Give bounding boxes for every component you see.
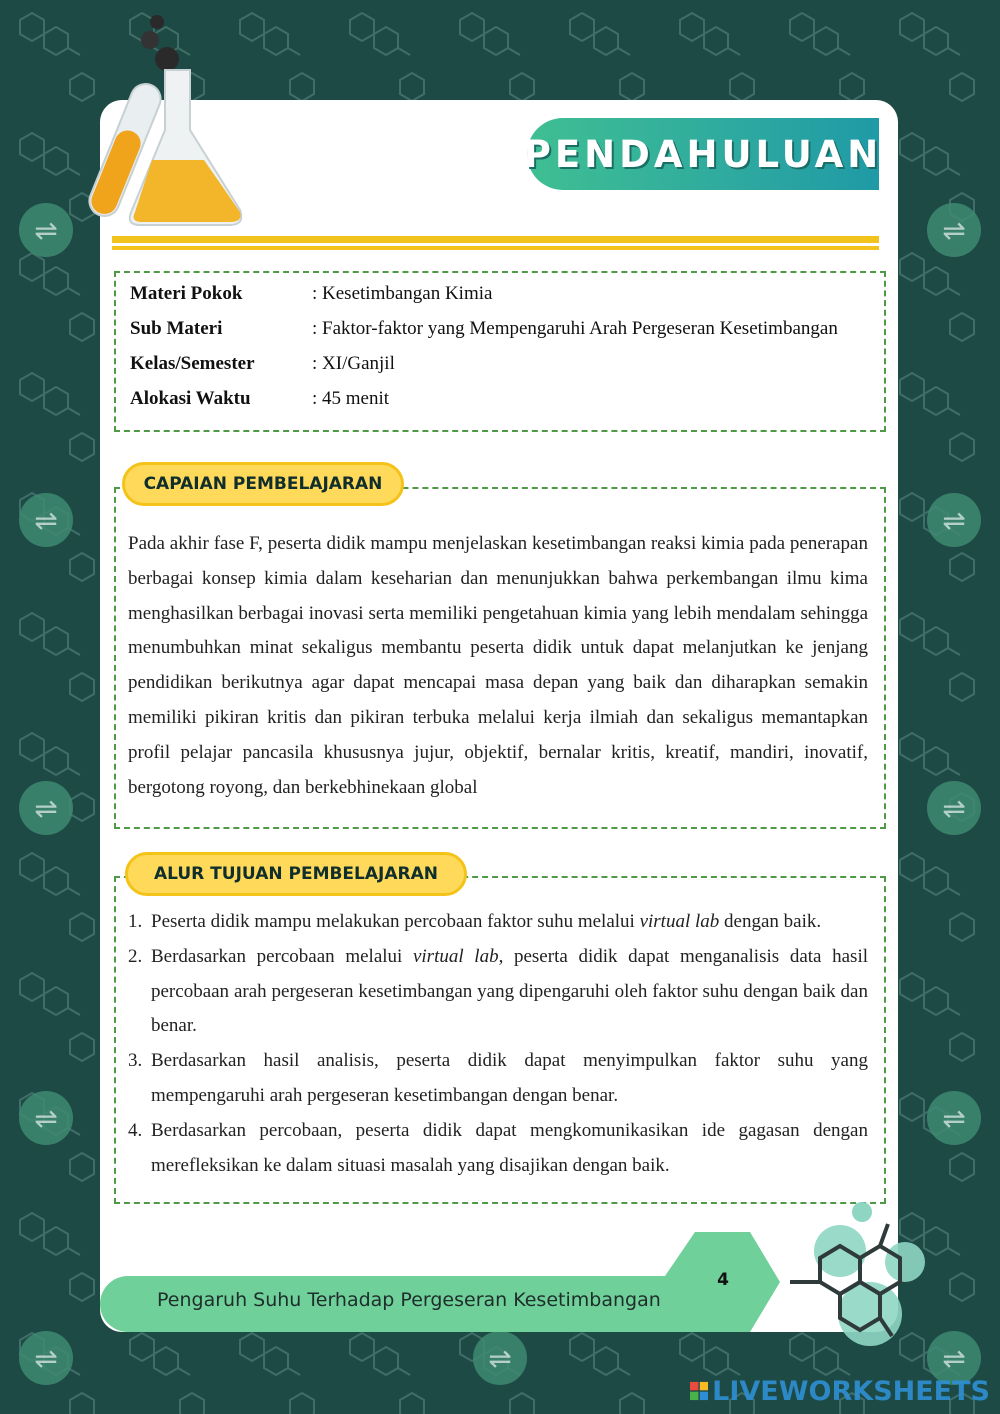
equilibrium-icon: ⇌ [927, 781, 981, 835]
item-emphasis: virtual lab [412, 945, 499, 967]
alur-heading-pill [125, 852, 467, 896]
info-value: : XI/Ganjil [312, 353, 395, 374]
liveworksheets-logo-icon [690, 1378, 708, 1404]
title-banner [523, 118, 883, 190]
info-label: Sub Materi [130, 318, 223, 339]
footer-title: Pengaruh Suhu Terhadap Pergeseran Kesetimbangan [157, 1289, 661, 1311]
item-text: dengan baik. [719, 911, 822, 932]
list-item [128, 1114, 868, 1184]
equilibrium-icon: ⇌ [19, 1091, 73, 1145]
page-title: PENDAHULUAN [523, 132, 883, 176]
item-text: Berdasarkan percobaan, peserta didik dapat mengkomunikasikan ide gagasan dengan merefleksikan ke dalam situasi masalah yang disajikan dengan baik. [151, 1119, 868, 1176]
equilibrium-icon: ⇌ [927, 203, 981, 257]
capaian-heading-pill [122, 462, 404, 506]
equilibrium-icon: ⇌ [19, 1331, 73, 1385]
equilibrium-icon: ⇌ [927, 1331, 981, 1385]
info-label: Alokasi Waktu [130, 388, 251, 409]
list-item [128, 905, 868, 940]
equilibrium-icon: ⇌ [927, 493, 981, 547]
divider [112, 246, 879, 250]
equilibrium-icon: ⇌ [927, 1091, 981, 1145]
liveworksheets-logo [690, 1374, 990, 1408]
alur-list [128, 905, 868, 1183]
page-number: 4 [717, 1270, 729, 1290]
watermark-text: LIVEWORKSHEETS [712, 1375, 990, 1407]
equilibrium-icon: ⇌ [19, 493, 73, 547]
item-number: 2. [128, 945, 143, 967]
list-item [128, 940, 868, 1044]
info-value: : Faktor-faktor yang Mempengaruhi Arah Pergeseran Kesetimbangan [312, 318, 838, 339]
equilibrium-icon: ⇌ [19, 781, 73, 835]
equilibrium-icon: ⇌ [473, 1331, 527, 1385]
item-number: 4. [128, 1119, 143, 1141]
capaian-heading: CAPAIAN PEMBELAJARAN [143, 474, 383, 494]
alur-heading: ALUR TUJUAN PEMBELAJARAN [153, 864, 438, 884]
info-label: Kelas/Semester [130, 353, 255, 374]
item-text: Berdasarkan hasil analisis, peserta didik dapat menyimpulkan faktor suhu yang mempengaruhi arah pergeseran kesetimbangan dengan benar. [151, 1050, 868, 1106]
info-value: : Kesetimbangan Kimia [312, 283, 493, 304]
item-number: 3. [128, 1050, 143, 1072]
list-item [128, 1044, 868, 1114]
info-label: Materi Pokok [130, 283, 243, 304]
item-text: Berdasarkan percobaan melalui [151, 945, 413, 967]
item-emphasis: virtual lab [639, 911, 720, 932]
divider [112, 236, 879, 243]
item-text: Peserta didik mampu melakukan percobaan faktor suhu melalui [151, 911, 640, 932]
equilibrium-icon: ⇌ [19, 203, 73, 257]
molecule-icon [770, 1196, 940, 1356]
item-number: 1. [128, 911, 143, 932]
capaian-text: Pada akhir fase F, peserta didik mampu menjelaskan kesetimbangan reaksi kimia pada penerapan berbagai konsep kimia dalam keseharian dan menunjukkan bahwa perkembangan ilmu kima menghasilkan berbagai inovasi serta memiliki pengetahuan kimia yang lebih mendalam sehingga menumbuhkan minat sekaligus membantu peserta didik untuk dapat melanjutkan ke jenjang pendidikan berikutnya agar dapat mencapai masa depan yang baik dan diharapkan semakin memiliki pikiran kritis dan pikiran terbuka melalui kerja ilmiah dan sekaligus memantapkan profil pelajar pancasila khususnya jujur, objektif, bernalar kritis, kreatif, mandiri, inovatif, bergotong royong, dan berkebhinekaan global [128, 533, 868, 798]
lab-flask-icon [70, 10, 260, 235]
info-value: : 45 menit [312, 388, 390, 409]
item-text: , peserta didik dapat menganalisis data hasil percobaan arah pergeseran kesetimbangan yang dipengaruhi oleh faktor suhu dengan baik dan benar. [151, 945, 868, 1037]
info-box [114, 271, 886, 432]
